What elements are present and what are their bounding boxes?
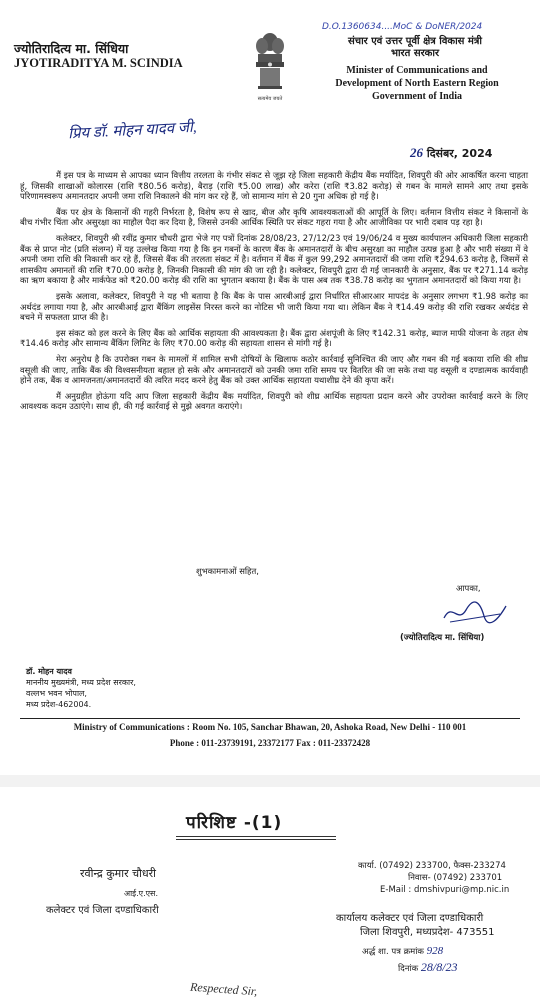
paragraph: इसके अलावा, कलेक्टर, शिवपुरी ने यह भी बताया है कि बैंक के पास आरबीआई द्वारा निर्धारित सीआरआर मापदंड के अनुसार लगभग ₹1.98 करोड़ का अर्थदंड लगाया गया है, और आरबीआई द्वारा बैंकिंग लाइसेंस निरस्त करने का नोटिस भी जारी किया गया था। लेकिन बैंक ने ₹14.49 करोड़ की राशि रखकर अर्थदंड से बचने में सफलता प्राप्त की है। [20,290,528,323]
title-underline [176,836,336,837]
collector-designation: कलेक्टर एवं जिला दण्डाधिकारी [46,905,159,916]
collector-name: रवीन्द्र कुमार चौधरी [80,867,157,880]
signatory-name: (ज्योतिरादित्य मा. सिंधिया) [400,632,485,642]
contact-details: कार्या. (07492) 233700, फैक्स-233274 निवास- (07492) 233701 E-Mail : dmshivpuri@mp.nic.in [358,861,510,895]
recipient-address: डॉ. मोहन यादव माननीय मुख्यमंत्री, मध्य प्रदेश सरकार, वल्लभ भवन भोपाल, मध्य प्रदेश-462004. [26,667,136,709]
reference-number: D.O.1360634....MoC & DoNER/2024 [322,22,483,32]
emblem-motto: सत्यमेव जयते [257,96,283,102]
sender-name-english: JYOTIRADITYA M. SCINDIA [14,56,183,70]
footer-phone: Phone : 011-23739191, 23372177 Fax : 011-23372428 [169,738,371,748]
title-underline [176,839,336,840]
handwritten-salutation: प्रिय डॉ. मोहन यादव जी, [67,119,197,143]
footer-divider [20,718,520,719]
paragraph: कलेक्टर, शिवपुरी श्री रवींद्र कुमार चौधरी द्वारा भेजे गए पत्रों दिनांक 28/08/23, 27/12/23 एवं 19/06/24 व मुख्य कार्यपालन अधिकारी जिला सहकारी बैंक से प्राप्त नोट (प्रति संलग्न) में यह उल्लेख किया गया है कि इन गबनों के कारण बैंक के अमानतदारों के बीच असुरक्षा का माहौल उत्पन्न हुआ है और भारी संख्या में वे अपनी जमा राशि की निकासी कर रहे हैं, जिससे बैंक की तरलता संकट में है। वर्तमान में बैंक में कुल 99,292 अमानतदारों की जमा राशि ₹294.63 करोड़ है, जिसमें से शासकीय अमानतों की राशि ₹70.00 करोड़ है, जिनकी निकासी की मांग की जा रही है। कलेक्टर, शिवपुरी द्वारा दी गई जानकारी के अनुसार, बैंक पर ₹271.14 करोड़ का ऋण बकाया है और मार्कफेड को ₹20.00 करोड़ की राशि का भुगतान बकाया है। बैंक के पास अब तक ₹38.78 करोड़ का भुगतान अमानतदारों को किया गया है। [20,232,528,286]
office-address: कार्यालय कलेक्टर एवं जिला दण्डाधिकारी जिला शिवपुरी, मध्यप्रदेश- 473551 [336,913,495,938]
paragraph: मैं इस पत्र के माध्यम से आपका ध्यान वित्तीय तरलता के गंभीर संकट से जूझ रहे जिला सहकारी केंद्रीय बैंक मर्यादित, शिवपुरी की ओर आकर्षित करना चाहता हूं, जिसकी शाखाओं कोलारस (राशि ₹80.56 करोड़), बैराड़ (राशि ₹5.00 लाख) और करेरा (राशि ₹3.82 करोड़) से गबन के मामले सामने आए तथा इसके परिणामस्वरूप अमानतदार अपनी जमा राशि निकालने की मांग कर रहे हैं, जो सामान्य मांग से 20 गुना अधिक हो गई है। [20,170,528,202]
sender-name-hindi: ज्योतिरादित्य मा. सिंधिया [14,41,129,56]
memo-date: दिनांक 28/8/23 [398,960,458,974]
closing-text: शुभकामनाओं सहित, [196,566,259,576]
signature-icon [440,598,510,626]
paragraph: मेरा अनुरोध है कि उपरोक्त गबन के मामलों में शामिल सभी दोषियों के खिलाफ कठोर कार्रवाई सुनिश्चित की जाए और गबन की गई बकाया राशि की शीघ्र वसूली की जाए, ताकि बैंक की विश्वसनीयता बहाल हो सके और अमानतदारों को उनकी जमा राशि समय पर वितरित की जा सके तथा यह वसूली व दण्डात्मक कार्यवाही होने तक, बैंक व आमजनता/अमानतदारों की त्वरित मदद करने हेतु बैंक को उक्त आर्थिक सहायता यथाशीघ्र देने की कृपा करें। [20,353,528,386]
yours-text: आपका, [456,583,481,593]
greeting-text: Respected Sir, [189,979,258,999]
annexure-title: परिशिष्ट -(1) [186,813,283,833]
paragraph: बैंक पर क्षेत्र के किसानों की गहरी निर्भरता है, विशेष रूप से खाद, बीज और कृषि आवश्यकताओं की आपूर्ति के लिए। वर्तमान वित्तीय संकट ने किसानों के बीच गंभीर चिंता और असुरक्षा का माहौल पैदा कर दिया है, जिससे उनकी आर्थिक स्थिति पर संकट गहरा गया है और आजीविका पर भारी दबाव पड़ रहा है। [20,206,528,228]
national-emblem-icon [250,28,290,110]
paragraph: इस संकट को हल करने के लिए बैंक को आर्थिक सहायता की आवश्यकता है। बैंक द्वारा अंशपूंजी के लिए ₹142.31 करोड़, ब्याज माफी योजना के तहत शेष ₹14.46 करोड़ और सामान्य बैंकिंग लिमिट के लिए ₹70.00 करोड़ की सहायता शासन से मांगी गई है। [20,327,528,349]
paragraph: मैं अनुग्रहीत होऊंगा यदि आप जिला सहकारी केंद्रीय बैंक मर्यादित, शिवपुरी को शीघ्र आर्थिक सहायता प्रदान करने और उपरोक्त कार्रवाई करने के लिए आवश्यक कदम उठाएंगे। साथ ही, की गई कार्रवाई से मुझे अवगत कराएंगे। [20,390,528,412]
service-label: आई.ए.एस. [124,889,158,898]
ministry-title-english: Minister of Communications and Development of North Eastern Region Government of India [335,65,499,102]
page-gap [0,775,540,787]
ministry-title-hindi: संचार एवं उत्तर पूर्वी क्षेत्र विकास मंत्री भारत सरकार [347,36,483,59]
memo-number: अर्द्ध शा. पत्र क्रमांक 928 [362,945,444,957]
footer-address: Ministry of Communications : Room No. 105, Sanchar Bhawan, 20, Ashoka Road, New Delhi - 110 001 [73,722,467,732]
letter-date: 26 दिसंबर, 2024 [410,145,493,160]
letter-body [20,170,528,417]
